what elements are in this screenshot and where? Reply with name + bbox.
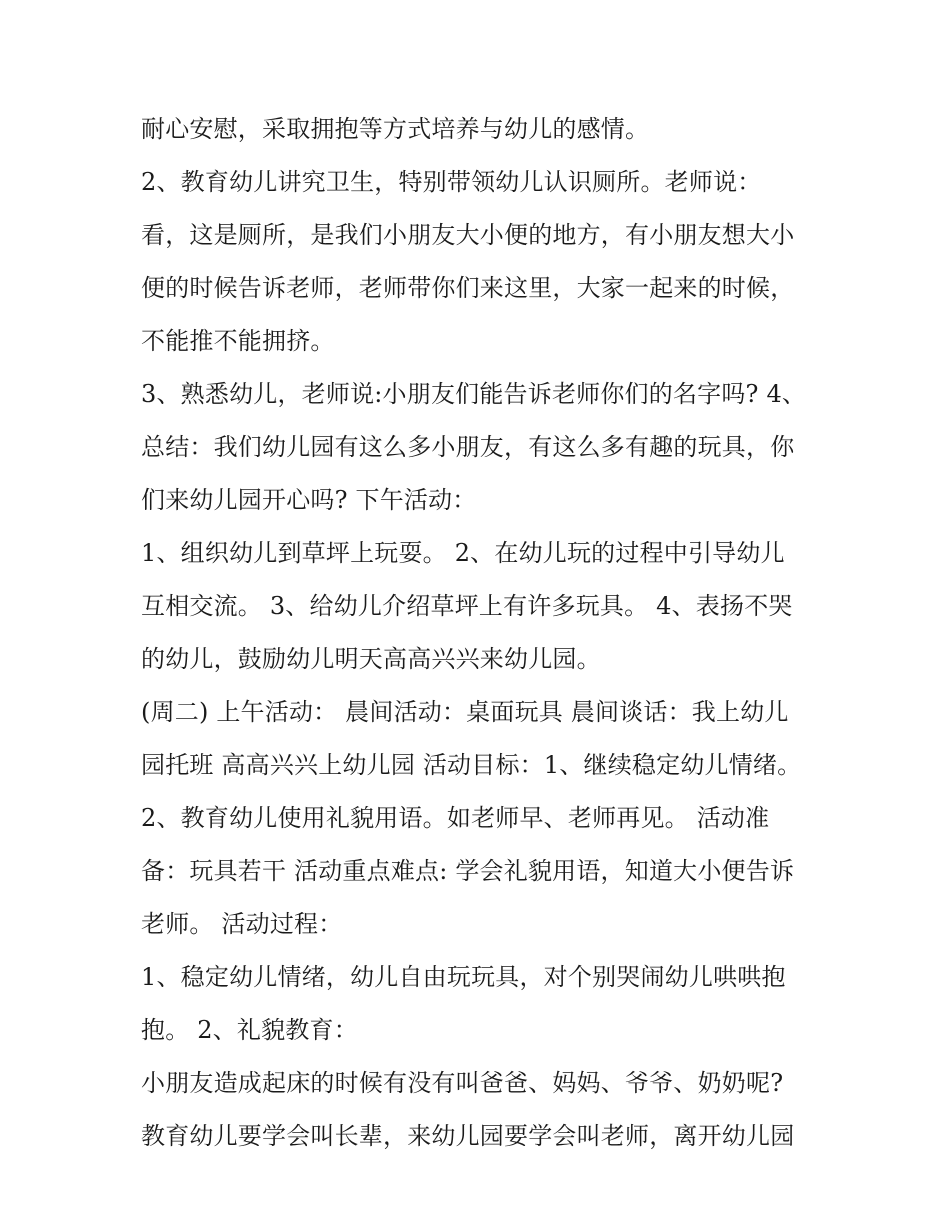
text-line: (周二) 上午活动： 晨间活动：桌面玩具 晨间谈话：我上幼儿 [141,698,789,726]
text-line: 老师。 活动过程： [141,910,343,938]
text-line: 互相交流。 3、给幼儿介绍草坪上有许多玩具。 4、表扬不哭 [141,592,793,620]
text-line: 抱。 2、礼貌教育： [141,1016,358,1044]
text-line: 3、熟悉幼儿，老师说:小朋友们能告诉老师你们的名字吗? 4、 [141,380,807,408]
text-line: 2、教育幼儿讲究卫生，特别带领幼儿认识厕所。老师说： [141,168,762,196]
text-line: 1、稳定幼儿情绪，幼儿自由玩玩具，对个别哭闹幼儿哄哄抱 [141,963,786,991]
text-line: 看，这是厕所，是我们小朋友大小便的地方，有小朋友想大小 [141,221,795,249]
text-line: 小朋友造成起床的时候有没有叫爸爸、妈妈、爷爷、奶奶呢? [141,1069,784,1097]
text-line: 2、教育幼儿使用礼貌用语。如老师早、老师再见。 活动准 [141,804,770,832]
text-line: 耐心安慰，采取拥抱等方式培养与幼儿的感情。 [141,115,650,143]
text-line: 备：玩具若干 活动重点难点: 学会礼貌用语，知道大小便告诉 [141,857,795,885]
text-line: 教育幼儿要学会叫长辈，来幼儿园要学会叫老师，离开幼儿园 [141,1122,795,1150]
text-line: 1、组织幼儿到草坪上玩耍。 2、在幼儿玩的过程中引导幼儿 [141,539,785,567]
text-line: 们来幼儿园开心吗? 下午活动： [141,486,477,514]
text-line: 总结：我们幼儿园有这么多小朋友，有这么多有趣的玩具，你 [141,433,795,461]
text-line: 的幼儿，鼓励幼儿明天高高兴兴来幼儿园。 [141,645,601,673]
text-line: 园托班 高高兴兴上幼儿园 活动目标：1、继续稳定幼儿情绪。 [141,751,802,779]
document-body [141,103,821,1163]
text-line: 不能推不能拥挤。 [141,327,335,355]
text-line: 便的时候告诉老师，老师带你们来这里，大家一起来的时候， [141,274,795,302]
